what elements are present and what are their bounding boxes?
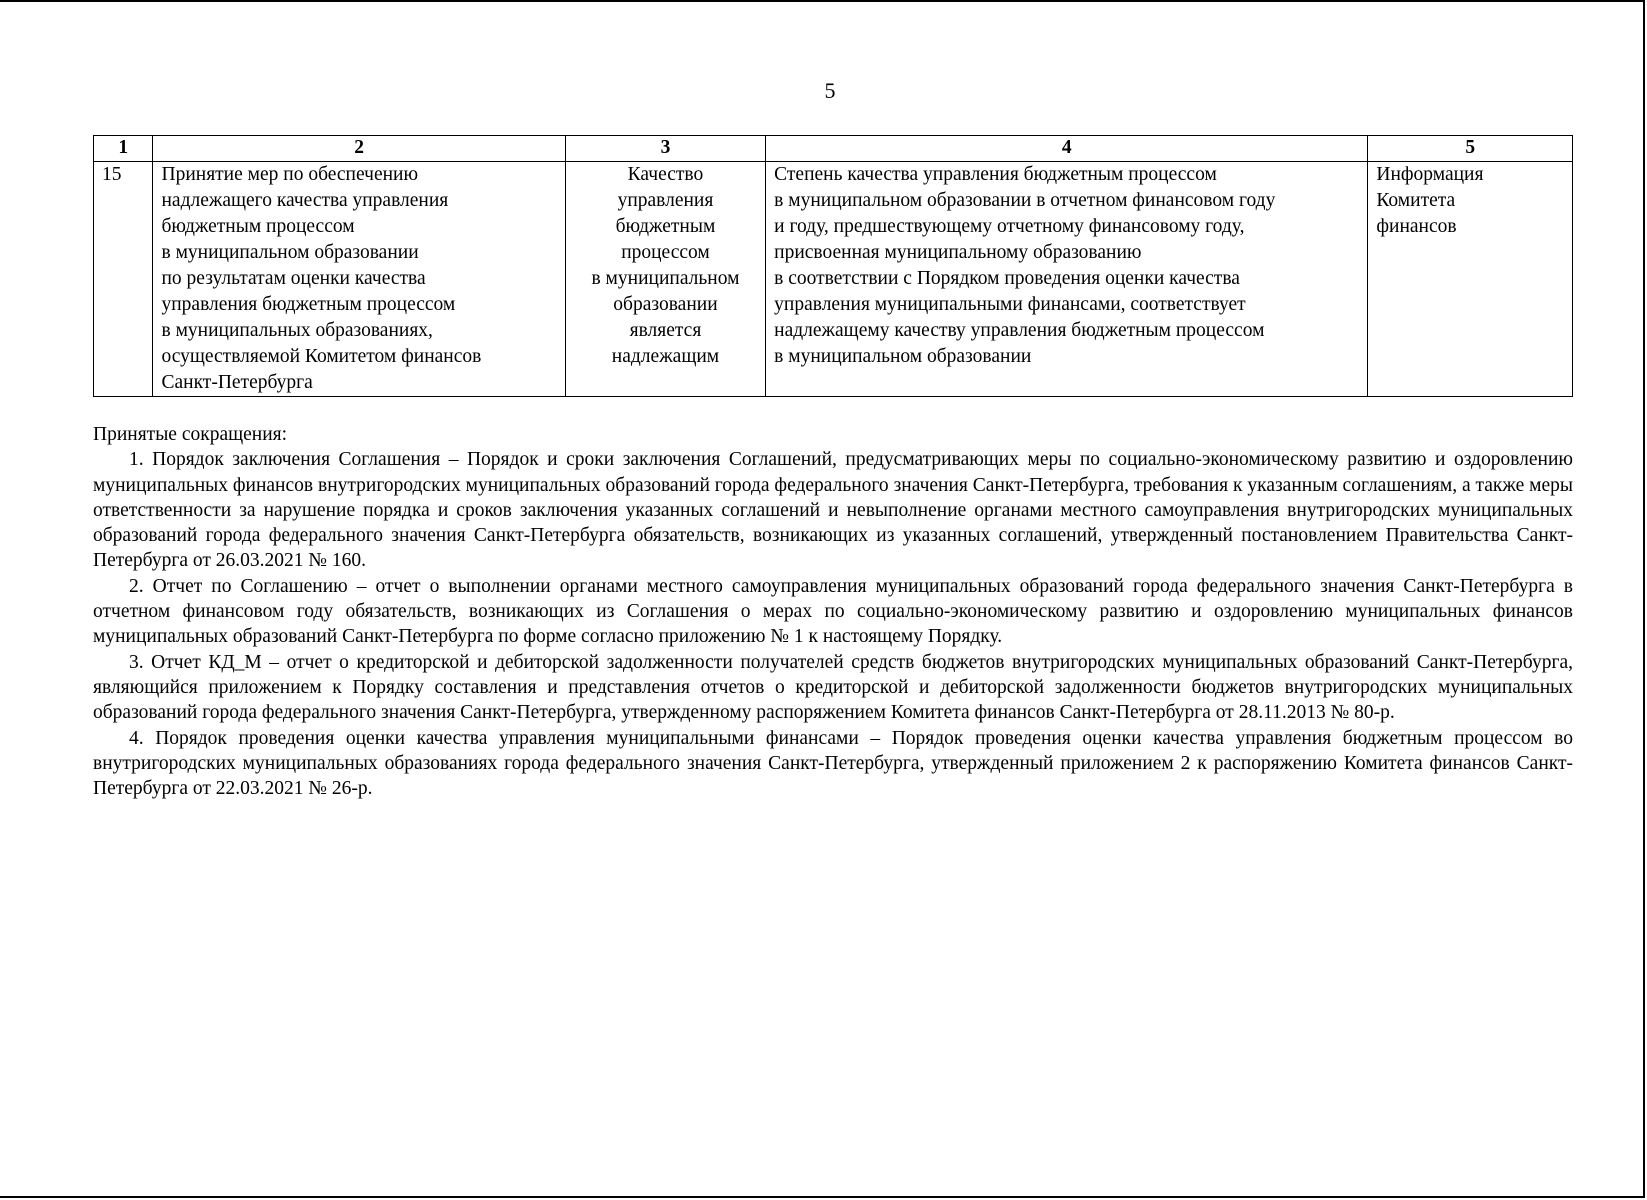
- header-col-3: 3: [565, 136, 765, 162]
- indicator-line: в муниципальном: [591, 268, 740, 289]
- indicator-line: бюджетным: [615, 216, 716, 237]
- criterion-line: в соответствии с Порядком проведения оценки качества: [774, 268, 1240, 289]
- measure-line: в муниципальном образовании: [161, 242, 419, 263]
- header-col-2: 2: [153, 136, 565, 162]
- measure-line: управления бюджетным процессом: [161, 294, 456, 315]
- criterion-line: присвоенная муниципальному образованию: [774, 242, 1142, 263]
- criterion-line: в муниципальном образовании в отчетном финансовом году: [774, 190, 1276, 211]
- measure-line: Санкт-Петербурга: [161, 372, 313, 393]
- source-cell: [1368, 162, 1573, 397]
- measure-line: надлежащего качества управления: [161, 190, 449, 211]
- source-line: Информация: [1376, 164, 1484, 185]
- criterion-line: в муниципальном образовании: [774, 346, 1032, 367]
- criterion-line: Степень качества управления бюджетным процессом: [774, 164, 1217, 185]
- indicator-line: управления: [617, 190, 714, 211]
- measure-line: бюджетным процессом: [161, 216, 355, 237]
- abbreviation-item: 4. Порядок проведения оценки качества управления муниципальными финансами – Порядок проведения оценки качества управления бюджетным процессом во внутригородских муниципальных образованиях города федерального значения Санкт-Петербурга, утвержденный приложением 2 к распоряжению Комитета финансов Санкт-Петербурга от 22.03.2021 № 26-р.: [93, 727, 1573, 800]
- abbreviation-item: 1. Порядок заключения Соглашения – Порядок и сроки заключения Соглашений, предусматривающих меры по социально-экономическому развитию и оздоровлению муниципальных финансов внутригородских муниципальных образований города федерального значения Санкт-Петербурга, требования к указанным соглашениям, а также меры ответственности за нарушение порядка и сроков заключения указанных соглашений и невыполнение органами местного самоуправления внутригородских муниципальных образований города федерального значения Санкт-Петербурга обязательств, возникающих из указанных соглашений, утвержденный постановлением Правительства Санкт-Петербурга от 26.03.2021 № 160.: [93, 449, 1573, 572]
- measure-line: по результатам оценки качества: [161, 268, 426, 289]
- criterion-cell: [766, 162, 1368, 397]
- measure-line: в муниципальных образованиях,: [161, 320, 433, 341]
- indicator-table: [93, 135, 1573, 397]
- abbreviations-section: [93, 422, 1573, 801]
- header-col-4: 4: [766, 136, 1368, 162]
- criterion-line: управления муниципальными финансами, соответствует: [774, 294, 1246, 315]
- indicator-line: процессом: [621, 242, 710, 263]
- source-line: финансов: [1376, 216, 1457, 237]
- header-col-1: 1: [94, 136, 153, 162]
- criterion-line: и году, предшествующему отчетному финансовому году,: [774, 216, 1245, 237]
- header-col-5: 5: [1368, 136, 1573, 162]
- abbreviation-item: 2. Отчет по Соглашению – отчет о выполнении органами местного самоуправления муниципальных образований города федерального значения Санкт-Петербурга в отчетном финансовом году обязательств, возникающих из Соглашения о мерах по социально-экономическому развитию и оздоровлению муниципальных финансов муниципальных образований Санкт-Петербурга по форме согласно приложению № 1 к настоящему Порядку.: [93, 575, 1573, 648]
- abbreviations-title: Принятые сокращения:: [93, 424, 288, 445]
- table-row: [94, 162, 1573, 397]
- abbreviation-item: 3. Отчет КД_М – отчет о кредиторской и дебиторской задолженности получателей средств бюджетов внутригородских муниципальных образований Санкт-Петербурга, являющийся приложением к Порядку составления и представления отчетов о кредиторской и дебиторской задолженности бюджетов внутригородских муниципальных образований города федерального значения Санкт-Петербурга, утвержденному распоряжением Комитета финансов Санкт-Петербурга от 28.11.2013 № 80-р.: [93, 651, 1573, 724]
- page-number: 5: [824, 78, 836, 103]
- indicator-line: образовании: [613, 294, 718, 315]
- indicator-line: является: [629, 320, 702, 341]
- indicator-cell: [565, 162, 765, 397]
- indicator-line: Качество: [627, 164, 704, 185]
- row-number: 15: [94, 162, 153, 397]
- measure-line: осуществляемой Комитетом финансов: [161, 346, 482, 367]
- measure-line: Принятие мер по обеспечению: [161, 164, 419, 185]
- indicator-line: надлежащим: [611, 346, 720, 367]
- measure-cell: [153, 162, 565, 397]
- criterion-line: надлежащему качеству управления бюджетным процессом: [774, 320, 1265, 341]
- table-header-row: [94, 136, 1573, 162]
- source-line: Комитета: [1376, 190, 1456, 211]
